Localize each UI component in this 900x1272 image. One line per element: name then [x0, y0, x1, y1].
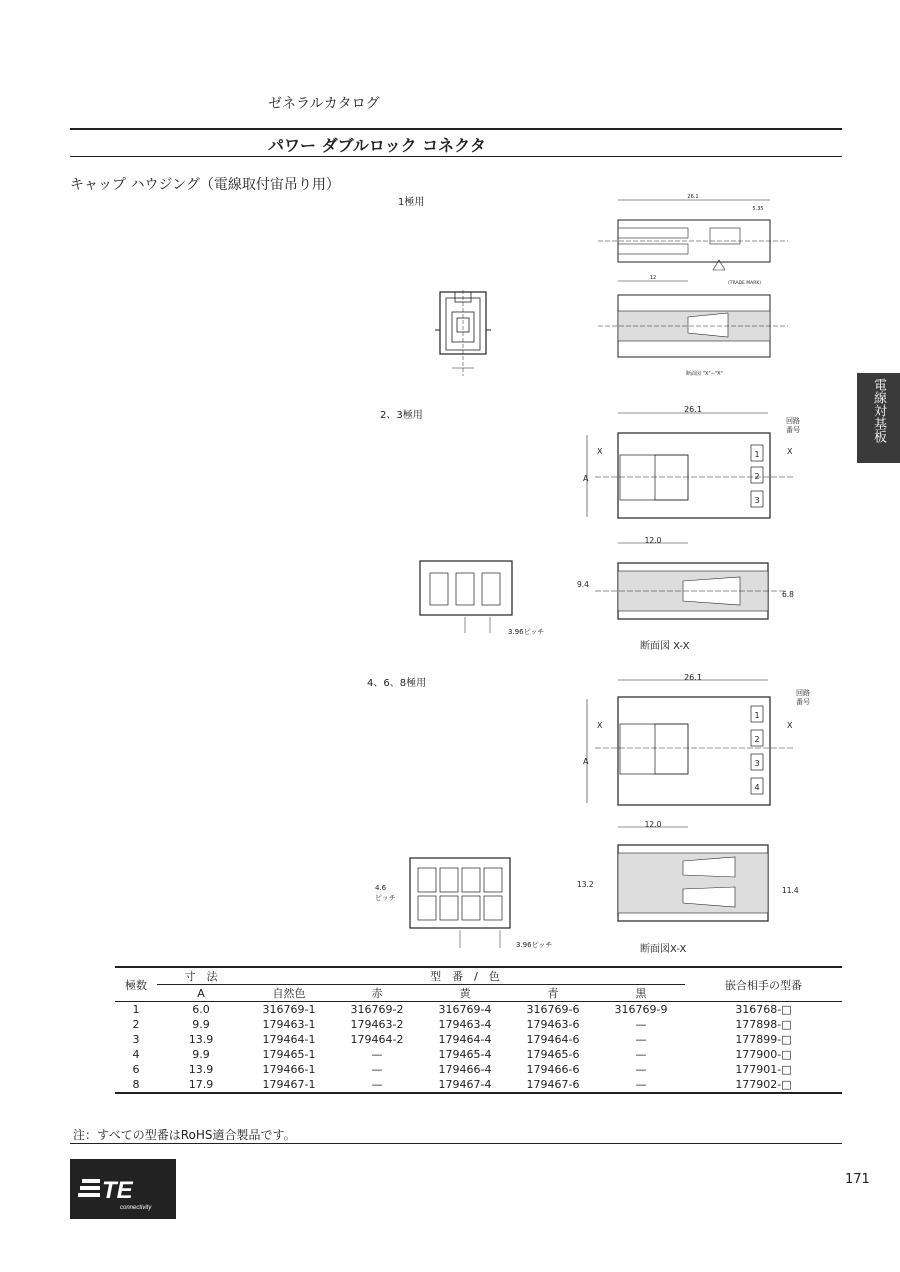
figure-label-2-3pole: 2、3極用 [380, 410, 423, 421]
table-cell: 179466-6 [526, 1063, 580, 1076]
table-cell: 179466-4 [438, 1063, 492, 1076]
x-mark: X [597, 447, 603, 456]
table-cell: 177898-□ [735, 1018, 792, 1031]
circuit-label: 回路 [796, 689, 810, 697]
circuit-label: 回路 [786, 417, 800, 425]
table-row [115, 1032, 842, 1047]
circuit-number: 2 [754, 735, 760, 744]
color-header: 黄 [421, 985, 509, 1002]
footer-rule [70, 1143, 842, 1144]
drawing-4-6-8pole-front [370, 840, 570, 955]
table-cell: 316769-9 [614, 1003, 668, 1016]
table-row [115, 1017, 842, 1032]
table-cell: — [635, 1018, 647, 1031]
table-cell: — [371, 1063, 383, 1076]
table-cell: 179464-1 [262, 1033, 316, 1046]
table-cell: 13.9 [188, 1063, 214, 1076]
trade-mark-label: (TRADE MARK) [728, 281, 762, 286]
dim-inner: 11.4 [782, 886, 799, 895]
section-note: 断面図 "X"−"X" [686, 371, 723, 377]
figure-label-4-6-8pole: 4、6、8極用 [367, 678, 427, 689]
drawing-4-6-8pole-section [575, 815, 800, 935]
table-cell: 179467-4 [421, 1077, 509, 1093]
te-logo-tagline: connectivity [120, 1205, 152, 1211]
table-row [115, 1062, 842, 1077]
header-rule [70, 128, 842, 130]
dim-a: A [583, 757, 589, 766]
figure-label-1pole: 1極用 [398, 197, 425, 208]
table-cell: — [635, 1033, 647, 1046]
circuit-label: 番号 [796, 698, 810, 706]
table-cell: 179463-1 [262, 1018, 316, 1031]
color-header: 赤 [333, 985, 421, 1002]
drawing-1pole-front [435, 290, 495, 380]
section-caption: 断面図 X-X [640, 641, 690, 652]
drawing-4-6-8pole-top [575, 672, 810, 812]
table-cell: 177902-□ [685, 1077, 842, 1093]
x-mark: X [787, 447, 793, 456]
table-cell: 179465-1 [262, 1048, 316, 1061]
table-cell: 179467-6 [509, 1077, 597, 1093]
page-number: 171 [845, 1172, 870, 1187]
table-cell: 179464-4 [438, 1033, 492, 1046]
color-header: 黒 [597, 985, 685, 1002]
dim-height: 13.2 [577, 880, 594, 889]
table-row [115, 1002, 842, 1018]
dim-length: 26.1 [684, 405, 702, 414]
dim-partial: 12.0 [644, 820, 662, 829]
rohs-note: 注：すべての型番はRoHS適合製品です。 [73, 1128, 296, 1142]
table-cell: 179467-1 [245, 1077, 333, 1093]
catalog-label: ゼネラルカタログ [268, 96, 380, 112]
drawing-2-3pole-front [410, 555, 570, 640]
page-title: パワー ダブルロック コネクタ [268, 136, 486, 155]
te-logo-text: TE [102, 1177, 133, 1204]
x-mark: X [787, 721, 793, 730]
x-mark: X [597, 721, 603, 730]
table-cell: 316769-2 [350, 1003, 404, 1016]
circuit-number: 3 [754, 496, 760, 505]
section-caption: 断面図X-X [640, 944, 687, 955]
te-logo-mark [70, 1159, 176, 1219]
pitch-label: 3.96ピッチ [516, 941, 553, 949]
section-title: キャップ ハウジング（電線取付宙吊り用） [70, 177, 340, 193]
table-cell: 17.9 [157, 1077, 245, 1093]
table-cell: — [371, 1048, 383, 1061]
table-cell: 6 [132, 1063, 140, 1076]
table-cell: 4 [132, 1048, 140, 1061]
dim-small: 5.35 [752, 206, 764, 212]
header-rule [70, 156, 842, 157]
table-cell: 9.9 [192, 1048, 210, 1061]
table-cell: 6.0 [192, 1003, 210, 1016]
table-cell: 316769-4 [438, 1003, 492, 1016]
dim-length: 26.1 [687, 194, 699, 200]
color-header: 青 [509, 985, 597, 1002]
table-row [115, 1077, 842, 1093]
table-cell: 1 [132, 1003, 140, 1016]
table-cell: 8 [115, 1077, 157, 1093]
table-cell: 9.9 [192, 1018, 210, 1031]
dim-length: 26.1 [684, 673, 702, 682]
table-cell: 316769-6 [526, 1003, 580, 1016]
col-part-color: 型 番 / 色 [245, 967, 685, 985]
table-cell: 316768-□ [735, 1003, 792, 1016]
col-dim-a: A [157, 985, 245, 1002]
table-cell: 3 [132, 1033, 140, 1046]
table-cell: 179465-6 [526, 1048, 580, 1061]
col-mating: 嵌合相手の型番 [685, 967, 842, 1002]
pitch-v-unit: ピッチ [375, 894, 396, 902]
dim-height: 9.4 [577, 580, 589, 589]
table-row [115, 1047, 842, 1062]
color-header: 自然色 [245, 985, 333, 1002]
spec-table [115, 966, 842, 1094]
dim-partial: 12 [649, 275, 657, 281]
pitch-v-value: 4.6 [375, 884, 387, 892]
table-cell: — [597, 1077, 685, 1093]
table-cell: 179465-4 [438, 1048, 492, 1061]
circuit-number: 2 [754, 472, 760, 481]
table-cell: — [635, 1048, 647, 1061]
table-cell: 179463-2 [350, 1018, 404, 1031]
table-cell: 177901-□ [735, 1063, 792, 1076]
drawing-1pole-section [578, 275, 798, 385]
table-cell: 177900-□ [735, 1048, 792, 1061]
table-cell: 13.9 [188, 1033, 214, 1046]
table-cell: 179463-4 [438, 1018, 492, 1031]
circuit-number: 4 [754, 783, 760, 792]
table-cell: 2 [132, 1018, 140, 1031]
circuit-number: 1 [754, 711, 760, 720]
table-cell: 316769-1 [262, 1003, 316, 1016]
dim-a: A [583, 474, 589, 483]
side-tab-label: 電線対基板 [871, 378, 886, 443]
te-logo [70, 1159, 176, 1219]
table-cell: — [333, 1077, 421, 1093]
table-cell: — [635, 1063, 647, 1076]
table-cell: 177899-□ [735, 1033, 792, 1046]
table-cell: 179464-2 [350, 1033, 404, 1046]
circuit-number: 3 [754, 759, 760, 768]
dim-inner: 6.8 [782, 590, 794, 599]
col-poles: 極数 [115, 967, 157, 1002]
table-cell: 179464-6 [526, 1033, 580, 1046]
dim-partial: 12.0 [644, 536, 662, 545]
drawing-2-3pole-top [575, 405, 810, 540]
table-cell: 179466-1 [262, 1063, 316, 1076]
circuit-number: 1 [754, 450, 760, 459]
pitch-label: 3.96ピッチ [508, 628, 545, 636]
circuit-label: 番号 [786, 426, 800, 434]
table-cell: 179463-6 [526, 1018, 580, 1031]
col-dimension: 寸 法 [157, 967, 245, 985]
